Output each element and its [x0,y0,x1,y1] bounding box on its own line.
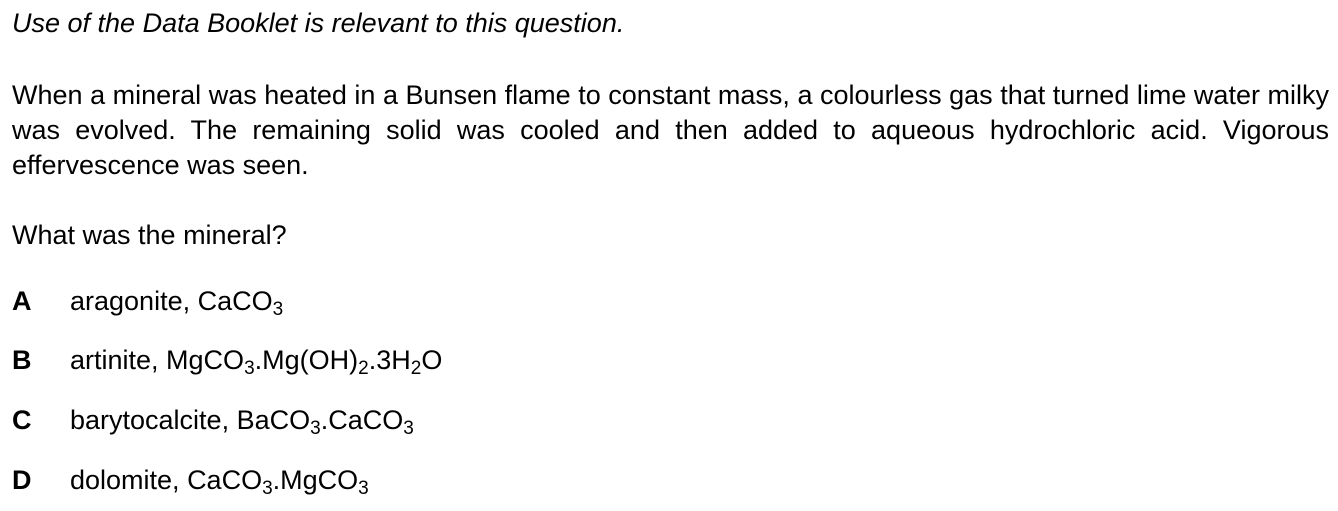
formula-segment: O [421,345,443,375]
formula-subscript: 3 [310,418,321,439]
question-stem: When a mineral was heated in a Bunsen flame to constant mass, a colourless gas that turned lime water milky was evolved. The remaining solid was cooled and then added to aqueous hydrochloric acid. Vigorous effervescence was seen. [12,80,1329,180]
option-text [70,284,283,319]
formula-segment: BaCO [236,405,311,435]
option-letter: C [12,405,32,435]
mineral-name: barytocalcite, [70,405,237,435]
formula-subscript: 3 [403,418,414,439]
option-text [70,403,414,438]
formula-segment: CaCO [187,465,263,495]
formula-subscript: 3 [244,358,255,379]
question-prompt: What was the mineral? [12,220,287,250]
mineral-name: aragonite, [70,286,198,316]
mineral-name: artinite, [70,345,167,375]
formula-subscript: 3 [262,478,273,499]
formula-segment: MgCO [166,345,245,375]
data-booklet-note: Use of the Data Booklet is relevant to this question. [12,8,625,38]
chemical-formula [187,465,369,499]
formula-segment: CaCO [197,286,273,316]
formula-segment: .Mg(OH) [254,345,359,375]
formula-segment: .3H [368,345,411,375]
formula-subscript: 2 [410,358,422,379]
option-letter: A [12,286,32,316]
chemical-formula [166,345,443,379]
chemical-formula [197,286,284,320]
formula-segment: .MgCO [272,465,359,495]
option-letter: D [12,465,32,495]
option-letter: B [12,345,32,375]
formula-subscript: 2 [358,358,369,379]
formula-subscript: 3 [272,299,284,320]
option-text [70,343,442,378]
option-text [70,463,369,498]
chemical-formula [236,405,414,439]
formula-segment: .CaCO [320,405,404,435]
mineral-name: dolomite, [70,465,188,495]
formula-subscript: 3 [358,478,369,499]
